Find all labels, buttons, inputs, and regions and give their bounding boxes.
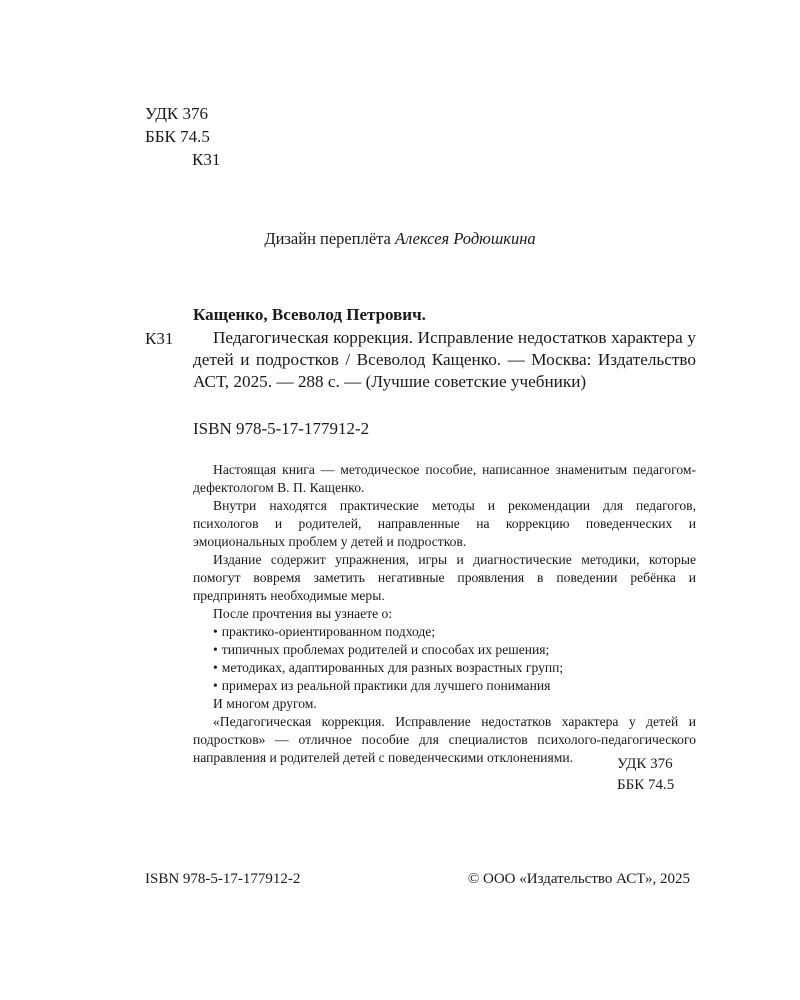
list-item — [193, 677, 696, 695]
list-item-text: методиках, адаптированных для разных возрастных групп; — [221, 660, 564, 675]
list-item-text: типичных проблемах родителей и способах их решения; — [221, 642, 550, 657]
designer-name: Алексея Родюшкина — [395, 229, 536, 248]
annotation-paragraph: И многом другом. — [213, 696, 317, 711]
list-item — [193, 659, 696, 677]
bullet-icon: • — [213, 660, 218, 675]
bottom-classification-codes — [617, 754, 674, 796]
bottom-udk-code: УДК 376 — [617, 756, 673, 772]
bullet-icon: • — [213, 642, 218, 657]
bibliographic-description: Педагогическая коррекция. Исправление недостатков характера у детей и подростков / Всеволод Кащенко. — Москва: Издательство АСТ, 2025. — 288 с. — (Лучшие советские учебники) — [193, 328, 696, 391]
bullet-icon: • — [213, 678, 218, 693]
annotation-paragraph: «Педагогическая коррекция. Исправление недостатков характера у детей и подростков» — отличное пособие для специалистов психолого-педагогического направления и родителей детей с поведенческими отклонениями. — [193, 714, 696, 765]
list-item — [193, 623, 696, 641]
annotation-paragraph: После прочтения вы узнаете о: — [213, 606, 393, 621]
annotation-list — [193, 623, 696, 695]
author-sign-code: К31 — [192, 150, 221, 169]
annotation-paragraph: Внутри находятся практические методы и рекомендации для педагогов, психологов и родителей, направленные на коррекцию поведенческих и эмоциональных проблем у детей и подростков. — [193, 498, 696, 549]
record-sign-code: К31 — [145, 329, 174, 348]
bbk-code: ББК 74.5 — [145, 127, 210, 146]
footer-isbn: ISBN 978-5-17-177912-2 — [145, 871, 301, 887]
designer-prefix: Дизайн переплёта — [264, 229, 391, 248]
annotation — [193, 461, 696, 767]
list-item-text: примерах из реальной практики для лучшего понимания — [221, 678, 551, 693]
annotation-paragraph: Настоящая книга — методическое пособие, написанное знаменитым педагогом-дефектологом В. П. Кащенко. — [193, 462, 696, 495]
udk-code: УДК 376 — [145, 104, 209, 123]
footer-copyright: © ООО «Издательство АСТ», 2025 — [467, 871, 690, 887]
record-author: Кащенко, Всеволод Петрович. — [193, 305, 426, 324]
cover-designer-line — [0, 229, 800, 249]
record-isbn: ISBN 978-5-17-177912-2 — [193, 419, 370, 438]
list-item — [193, 641, 696, 659]
annotation-paragraph: Издание содержит упражнения, игры и диагностические методики, которые помогут вовремя заметить негативные проявления в поведении ребёнка и предпринять необходимые меры. — [193, 552, 696, 603]
bottom-bbk-code: ББК 74.5 — [617, 777, 675, 793]
bullet-icon: • — [213, 624, 218, 639]
list-item-text: практико-ориентированном подходе; — [221, 624, 436, 639]
